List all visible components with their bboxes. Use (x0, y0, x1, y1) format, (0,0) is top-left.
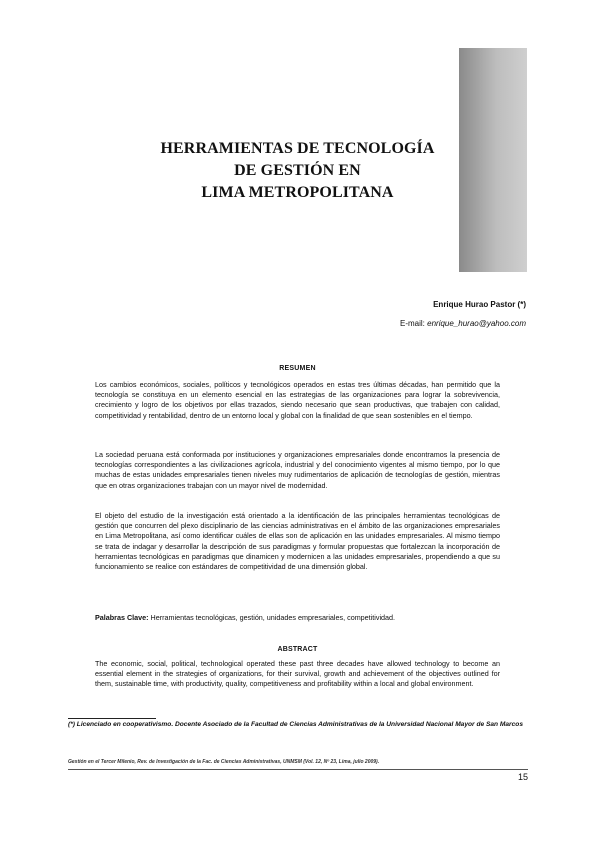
footer-divider (68, 769, 528, 770)
email-label: E-mail: (400, 319, 425, 328)
keywords-label: Palabras Clave: (95, 613, 149, 622)
abstract-paragraph-1: The economic, social, political, technological operated these past three decades have allowed technology to become an essential element in the strategies of organizations, for their survival, growth and achievement of the objectives outlined for them, sustainable time, with productivity, quality, competitiveness and profitability within a local and global environment. (95, 659, 500, 689)
footnote-divider (68, 718, 156, 719)
resumen-paragraph-2: La sociedad peruana está conformada por instituciones y organizaciones empresariales donde encontramos la presencia de tecnologías correspondientes a las civilizaciones agrícola, industrial y del conocimiento vigentes al mismo tiempo, por lo que muchas de estas unidades empresariales tienen niveles muy rudimentarios de aplicación de tecnologías de gestión, mientras que en otras organizaciones trabajan con un mayor nivel de modernidad. (95, 450, 500, 490)
page-number: 15 (517, 772, 528, 782)
author-name: Enrique Hurao Pastor (*) (433, 300, 526, 309)
abstract-heading: ABSTRACT (277, 646, 318, 653)
keywords-line (95, 613, 500, 623)
resumen-paragraph-3: El objeto del estudio de la investigación está orientado a la identificación de las principales herramientas tecnológicas de gestión que concurren del plexo disciplinario de las ciencias administrativas en el ámbito de las organizaciones empresariales en Lima Metropolitana, así como identificar cuáles de ellas son de aplicación en las unidades empresariales. Al mismo tiempo se trata de indagar y desarrollar la descripción de sus paradigmas y formular propuestas que fortalezcan la incorporación de herramientas tecnológicas en paradigmas que dinamicen y modernicen a las unidades empresariales, propendiendo a que su funcionamiento se realice con estándares de competitividad de una dimensión global. (95, 511, 500, 572)
title-line-3: LIMA METROPOLITANA (201, 184, 394, 201)
article-title (100, 138, 495, 204)
keywords-text: Herramientas tecnológicas, gestión, unidades empresariales, competitividad. (150, 613, 396, 622)
title-line-1: HERRAMIENTAS DE TECNOLOGÍA (160, 140, 435, 157)
author-footnote: (*) Licenciado en cooperativismo. Docente Asociado de la Facultad de Ciencias Administrativas de la Universidad Nacional Mayor de San Marcos (68, 721, 523, 728)
resumen-heading: RESUMEN (279, 365, 316, 372)
journal-citation: Gestión en el Tercer Milenio, Rev. de Investigación de la Fac. de Ciencias Administrativas, UNMSM (Vol. 12, Nº 23, Lima, julio 2009). (68, 759, 380, 765)
resumen-paragraph-1: Los cambios económicos, sociales, políticos y tecnológicos operados en estas tres últimas décadas, han permitido que la tecnología se constituya en un elemento esencial en las estrategias de las organizaciones para lograr la sobrevivencia, crecimiento y logro de los objetivos por ellas trazados, siendo necesario que sean productivas, que trabajen con calidad, competitividad y rentabilidad, dentro de un entorno local y global con la finalidad de que sean sostenibles en el tiempo. (95, 380, 500, 420)
author-email[interactable]: enrique_hurao@yahoo.com (427, 319, 526, 328)
author-email-line (400, 318, 526, 329)
title-line-2: DE GESTIÓN EN (234, 162, 361, 179)
